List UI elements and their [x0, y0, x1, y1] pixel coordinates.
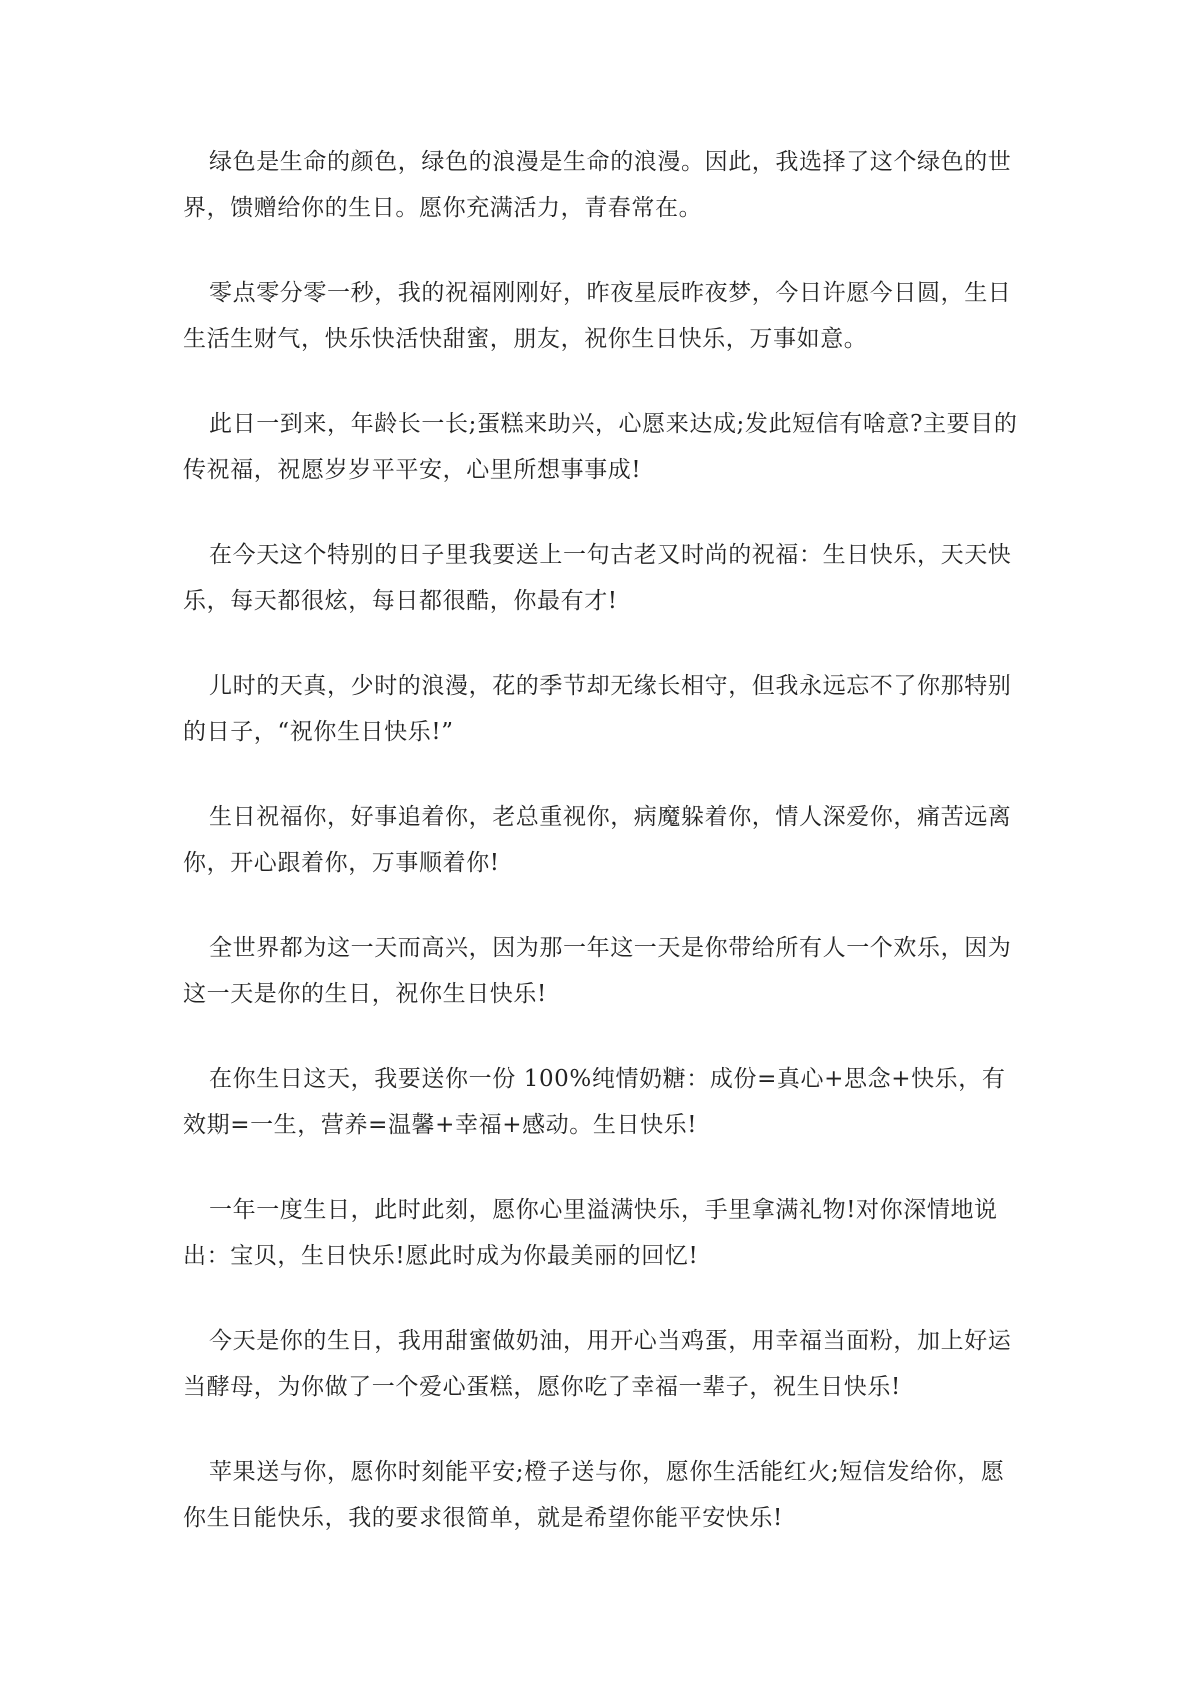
- paragraph: 零点零分零一秒，我的祝福刚刚好，昨夜星辰昨夜梦，今日许愿今日圆，生日生活生财气，快乐快活快甜蜜，朋友，祝你生日快乐，万事如意。: [183, 280, 1012, 352]
- paragraph: 苹果送与你，愿你时刻能平安;橙子送与你，愿你生活能红火;短信发给你，愿你生日能快乐，我的要求很简单，就是希望你能平安快乐!: [183, 1459, 1005, 1531]
- paragraph: 生日祝福你，好事追着你，老总重视你，病魔躲着你，情人深爱你，痛苦远离你，开心跟着你，万事顺着你!: [183, 804, 1012, 876]
- paragraph: 绿色是生命的颜色，绿色的浪漫是生命的浪漫。因此，我选择了这个绿色的世界，馈赠给你的生日。愿你充满活力，青春常在。: [183, 149, 1012, 221]
- paragraph: 在今天这个特别的日子里我要送上一句古老又时尚的祝福：生日快乐，天天快乐，每天都很炫，每日都很酷，你最有才!: [183, 542, 1012, 614]
- paragraph: 全世界都为这一天而高兴，因为那一年这一天是你带给所有人一个欢乐，因为这一天是你的生日，祝你生日快乐!: [183, 935, 1012, 1007]
- paragraph: 一年一度生日，此时此刻，愿你心里溢满快乐，手里拿满礼物!对你深情地说出：宝贝，生日快乐!愿此时成为你最美丽的回忆!: [183, 1197, 998, 1269]
- paragraph: 此日一到来，年龄长一长;蛋糕来助兴，心愿来达成;发此短信有啥意?主要目的传祝福，祝愿岁岁平平安，心里所想事事成!: [183, 411, 1018, 483]
- document-body: [183, 139, 1025, 1580]
- paragraph: 今天是你的生日，我用甜蜜做奶油，用开心当鸡蛋，用幸福当面粉，加上好运当酵母，为你做了一个爱心蛋糕，愿你吃了幸福一辈子，祝生日快乐!: [183, 1328, 1012, 1400]
- paragraph: 在你生日这天，我要送你一份 100%纯情奶糖：成份=真心+思念+快乐，有效期=一生，营养=温馨+幸福+感动。生日快乐!: [183, 1066, 1006, 1138]
- paragraph: 儿时的天真，少时的浪漫，花的季节却无缘长相守，但我永远忘不了你那特别的日子，“祝你生日快乐!”: [183, 673, 1012, 745]
